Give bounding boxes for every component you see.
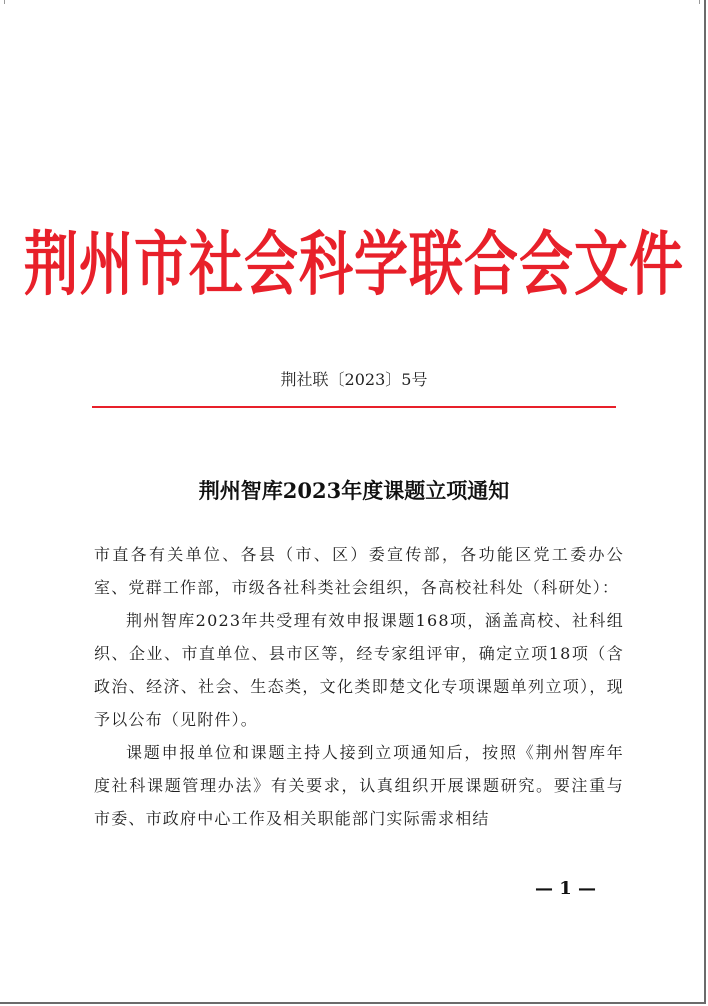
- body-paragraph: 课题申报单位和课题主持人接到立项通知后，按照《荆州智库年度社科课题管理办法》有关要求，认真组织开展课题研究。要注重与市委、市政府中心工作及相关职能部门实际需求相结: [94, 743, 624, 828]
- crop-mark: [699, 0, 700, 4]
- document-number: 荆社联〔2023〕5号: [280, 370, 428, 389]
- crop-mark: [4, 0, 5, 4]
- page-number: — 1 —: [534, 878, 596, 899]
- red-separator-line: [92, 406, 616, 408]
- document-body: [94, 538, 624, 835]
- body-paragraph: 荆州智库2023年共受理有效申报课题168项，涵盖高校、社科组织、企业、市直单位、县市区等，经专家组评审，确定立项18项（含政治、经济、社会、生态类，文化类即楚文化专项课题单列立项），现予以公布（见附件）。: [94, 611, 624, 729]
- letterhead-title: 荆州市社会科学联合会文件: [24, 224, 684, 305]
- addressee: 市直各有关单位、各县（市、区）委宣传部，各功能区党工委办公室、党群工作部，市级各社科类社会组织，各高校社科处（科研处）：: [94, 545, 624, 597]
- notice-title: 荆州智库2023年度课题立项通知: [198, 478, 510, 503]
